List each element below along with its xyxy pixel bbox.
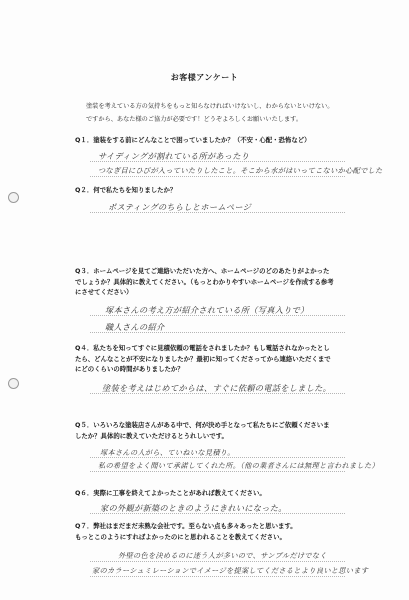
question-4	[75, 343, 331, 375]
writing-line	[90, 332, 345, 333]
intro-line: 塗装を考えている方の気持ちをもっと知らなければいけないし、わからないといけない。	[86, 103, 334, 110]
q3-line: Q３．ホームページを見てご連絡いただいた方へ、ホームページのどのあたりがよかった	[75, 267, 330, 275]
writing-line	[90, 393, 345, 394]
q5-line: したか？具体的に教えていただけるとうれしいです。	[75, 431, 228, 440]
writing-line	[90, 161, 345, 162]
answer-1-line-2: つなぎ目にひびが入っていたりしたこと。そこから水がはいってこないか心配でした	[98, 166, 383, 175]
writing-line	[90, 212, 345, 213]
writing-line	[90, 315, 345, 316]
writing-line	[90, 176, 345, 177]
question-1: Q１．塗装をする前にどんなことで困っていましたか？（不安・心配・恐怖など）	[75, 136, 311, 144]
answer-7-line-2: 家のカラーシュミレーションでイメージを提案してくださるとより良いと思います	[92, 566, 369, 575]
answer-7-line-1: 外壁の色を決めるのに迷う人が多いので、サンプルだけでなく	[118, 551, 327, 560]
answer-6: 家の外観が新築のときのようにきれいになった。	[100, 503, 287, 513]
question-3	[75, 266, 334, 298]
answer-5-line-1: 塚本さんの人がら、ていねいな見積り。	[100, 448, 235, 457]
writing-line	[90, 457, 345, 458]
question-2: Q２．何で私たちを知りましたか？	[75, 186, 177, 194]
writing-line	[90, 576, 345, 577]
q4-line: にどのくらいの時間がありましたか？	[75, 365, 184, 373]
survey-intro	[86, 100, 334, 126]
answer-2: ポスティングのちらしとホームページ	[108, 202, 252, 212]
q7-line: もっとこのようにすればよかったのにと思われることを教えてください。	[75, 532, 286, 541]
q4-line: Q４．私たちを知ってすぐに見積依頼の電話をされましたか？もし電話されなかったとし	[75, 344, 330, 352]
question-5	[75, 420, 330, 441]
answer-4: 塗装を考えはじめてからは、すぐに依頼の電話をしました。	[102, 383, 332, 393]
q4-line: たら、どんなことが不安になりましたか？最初に知ってくださってから連絡いただくまで	[75, 354, 331, 363]
q3-line: にさせてください）	[75, 288, 133, 296]
q5-line: Q５．いろいろな塗装店さんがある中で、何が決め手となって私たちにご依頼くださいま	[75, 421, 330, 429]
question-7	[75, 521, 297, 542]
punch-hole	[8, 192, 19, 203]
writing-line	[90, 513, 345, 514]
writing-line	[90, 471, 345, 472]
answer-3-line-2: 職人さんの紹介	[105, 322, 165, 332]
survey-title: お客様アンケート	[170, 73, 239, 82]
answer-1-line-1: サイディングが割れている所があったり	[98, 151, 250, 161]
writing-line	[90, 561, 345, 562]
answer-3-line-1: 塚本さんの考え方が紹介されている所（写真入りで）	[105, 305, 309, 315]
question-6: Q６．実際に工事を終えてよかったことがあれば教えてください。	[75, 489, 266, 497]
q7-line: Q７．弊社はまだまだ未熟な会社です。至らない点も多々あったと思います。	[75, 522, 297, 530]
answer-5-line-2: 私の希望をよく聞いて承諾してくれた所。（他の業者さんには無理と言われました）	[98, 461, 379, 470]
intro-line: ですから、あなた様のご協力が必要です！どうぞよろしくお願いいたします。	[86, 116, 303, 123]
q3-line: でしょうか？具体的に教えてください。（もっとわかりやすいホームページを作成する参考	[75, 277, 334, 286]
punch-hole	[8, 378, 19, 389]
